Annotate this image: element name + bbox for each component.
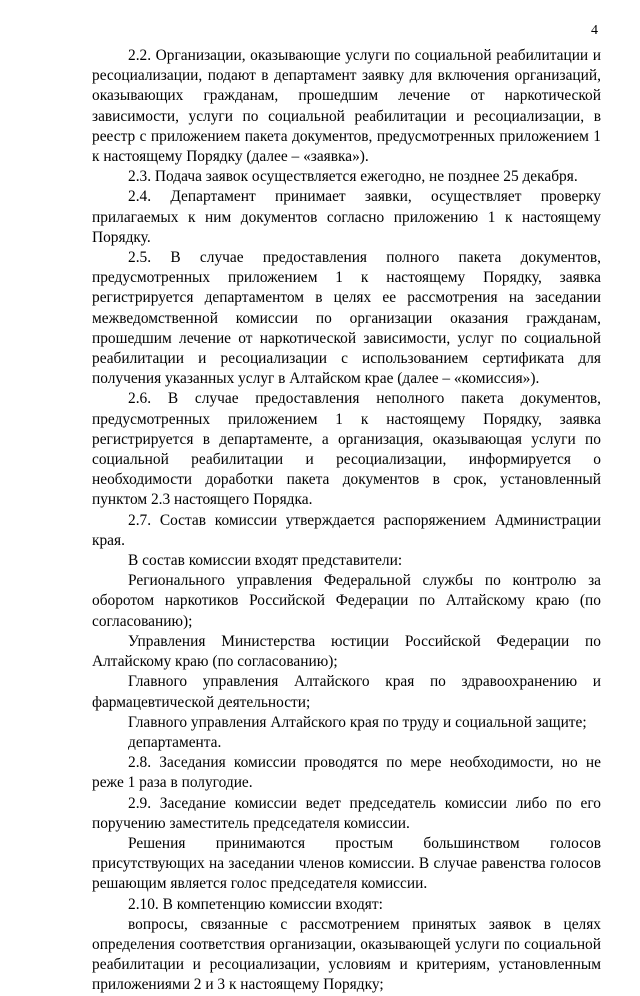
paragraph-2-5: 2.5. В случае предоставления полного пакета документов, предусмотренных приложением 1 к настоящему Порядку, заявка регистрируется департаментом в целях ее рассмотрения на заседании межведомственной комиссии по организации оказания гражданам, прошедшим лечение от наркотической зависимости, услуг по социальной реабилитации и ресоциализации с использованием сертификата для получения указанных услуг в Алтайском крае (далее – «комиссия»).	[92, 249, 601, 388]
paragraph-2-3: 2.3. Подача заявок осуществляется ежегодно, не позднее 25 декабря.	[128, 168, 578, 186]
paragraph-commission-members-intro: В состав комиссии входят представители:	[128, 552, 403, 570]
document-body	[92, 46, 601, 996]
paragraph-2-6: 2.6. В случае предоставления неполного пакета документов, предусмотренных приложением 1 к настоящему Порядку, заявка регистрируется в департаменте, а организация, оказывающая услуги по социальной реабилитации и ресоциализации, информируется о необходимости доработки пакета документов в срок, установленный пунктом 2.3 настоящего Порядка.	[92, 390, 601, 509]
paragraph-2-2: 2.2. Организации, оказывающие услуги по социальной реабилитации и ресоциализации, подают в департамент заявку для включения организаций, оказывающих гражданам, прошедшим лечение от наркотической зависимости, услуги по социальной реабилитации и ресоциализации, в реестр с приложением пакета документов, предусмотренных приложением 1 к настоящему Порядку (далее – «заявка»).	[92, 47, 601, 166]
list-item-member: Главного управления Алтайского края по здравоохранению и фармацевтической деятельности;	[92, 673, 601, 711]
paragraph-2-9: 2.9. Заседание комиссии ведет председатель комиссии либо по его поручению заместитель председателя комиссии.	[92, 794, 601, 832]
list-item-member: Управления Министерства юстиции Российской Федерации по Алтайскому краю (по согласованию);	[92, 632, 601, 671]
paragraph-2-7: 2.7. Состав комиссии утверждается распоряжением Администрации края.	[92, 511, 601, 549]
page-number: 4	[591, 23, 598, 38]
list-item-member: Регионального управления Федеральной службы по контролю за оборотом наркотиков Российской Федерации по Алтайскому краю (по согласованию);	[92, 572, 601, 630]
paragraph-decisions: Решения принимаются простым большинством голосов присутствующих на заседании членов комиссии. В случае равенства голосов решающим является голос председателя комиссии.	[92, 834, 601, 893]
paragraph-2-8: 2.8. Заседания комиссии проводятся по мере необходимости, но не реже 1 раза в полугодие.	[92, 754, 601, 792]
list-item-member: Главного управления Алтайского края по труду и социальной защите;	[128, 713, 587, 731]
list-item-member: департамента.	[128, 733, 222, 751]
paragraph-2-10: 2.10. В компетенцию комиссии входят:	[128, 895, 383, 913]
paragraph-competence-item: вопросы, связанные с рассмотрением принятых заявок в целях определения соответствия организации, оказывающей услуги по социальной реабилитации и ресоциализации, условиям и критериям, установленным приложениями 2 и 3 к настоящему Порядку;	[92, 915, 601, 994]
paragraph-2-4: 2.4. Департамент принимает заявки, осуществляет проверку прилагаемых к ним документов согласно приложению 1 к настоящему Порядку.	[92, 188, 601, 246]
